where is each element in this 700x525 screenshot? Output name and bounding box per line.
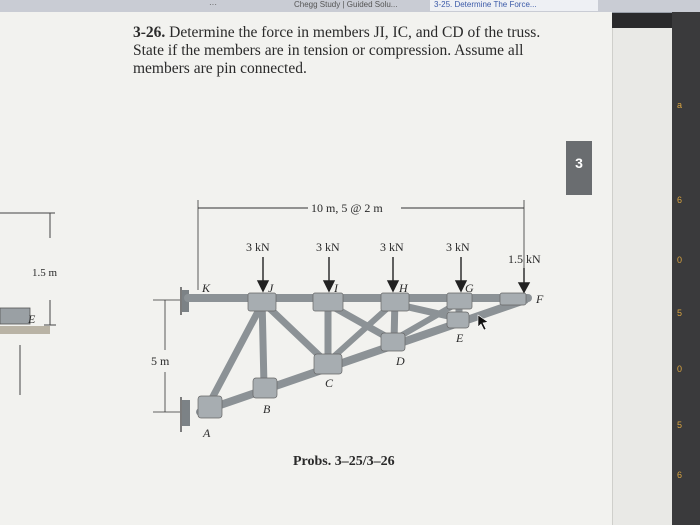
edge-number: 5 bbox=[677, 308, 683, 318]
joint-j: J bbox=[268, 281, 274, 295]
browser-tab[interactable]: ··· bbox=[209, 0, 217, 9]
span-dimension: 10 m, 5 @ 2 m bbox=[311, 201, 383, 215]
browser-tab-active[interactable]: 3-25. Determine The Force... bbox=[430, 0, 598, 11]
joint-a: A bbox=[203, 426, 211, 440]
load-arrows bbox=[258, 257, 529, 292]
left-partial-figure bbox=[0, 213, 56, 395]
joint-f: F bbox=[536, 292, 544, 306]
load-label-h: 3 kN bbox=[380, 240, 404, 254]
height-dimension: 5 m bbox=[151, 354, 170, 368]
edge-number: 0 bbox=[677, 364, 683, 374]
joint-b: B bbox=[263, 402, 271, 416]
edge-number: 6 bbox=[677, 195, 683, 205]
joint-k: K bbox=[202, 281, 211, 295]
load-label-i: 3 kN bbox=[316, 240, 340, 254]
figure-caption: Probs. 3–25/3–26 bbox=[293, 454, 395, 469]
edge-number: 6 bbox=[677, 470, 683, 480]
joint-g: G bbox=[465, 281, 474, 295]
joint-c: C bbox=[325, 376, 334, 390]
edge-number: 5 bbox=[677, 420, 683, 430]
problem-number: 3-26. bbox=[133, 24, 166, 41]
edge-number: 0 bbox=[677, 255, 683, 265]
browser-tab-chegg[interactable]: Chegg Study | Guided Solu... bbox=[294, 0, 398, 9]
left-joint-e: E bbox=[28, 312, 36, 326]
joint-i: I bbox=[334, 281, 338, 295]
problem-text: Determine the force in members JI, IC, and CD of the truss. State if the members are in tension or compression. Assume all members are pin connected. bbox=[133, 24, 541, 77]
joint-e: E bbox=[456, 331, 464, 345]
truss-members bbox=[188, 298, 528, 412]
support-a bbox=[181, 397, 190, 432]
left-height-label: 1.5 m bbox=[32, 267, 58, 279]
load-label-j: 3 kN bbox=[246, 240, 270, 254]
chapter-badge: 3 bbox=[566, 141, 592, 195]
joint-h: H bbox=[399, 281, 408, 295]
edge-number: a bbox=[677, 100, 683, 110]
load-label-g: 3 kN bbox=[446, 240, 470, 254]
load-label-f: 1.5 kN bbox=[508, 252, 541, 266]
joint-d: D bbox=[396, 354, 405, 368]
